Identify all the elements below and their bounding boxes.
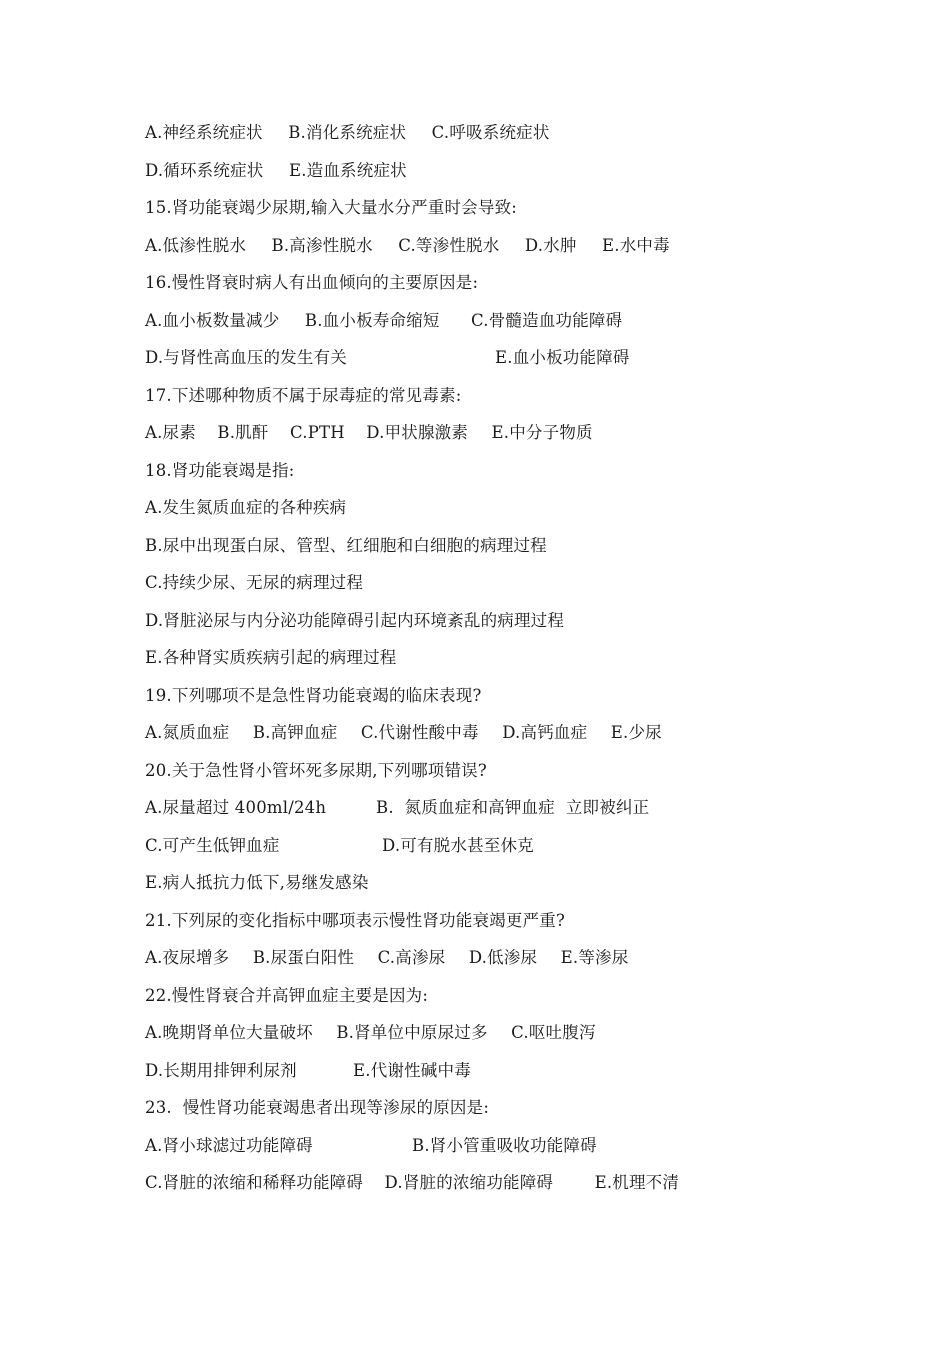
q21-options [145, 943, 865, 981]
q22-options-line-1 [145, 1018, 865, 1056]
q14-options-line-2 [145, 156, 865, 194]
q22-option-b: B.肾单位中原尿过多 [336, 1023, 488, 1042]
question-list [145, 118, 865, 1206]
q23-option-e: E.机理不清 [594, 1173, 680, 1192]
q15-option-c: C.等渗性脱水 [398, 235, 500, 255]
q22-option-a: A.晚期肾单位大量破坏 [145, 1023, 313, 1042]
q15-option-a: A.低渗性脱水 [145, 235, 247, 255]
q16-stem: 16.慢性肾衰时病人有出血倾向的主要原因是: [145, 273, 479, 292]
q23-option-c: C.肾脏的浓缩和稀释功能障碍 [145, 1173, 364, 1192]
q16-options-line-2 [145, 343, 865, 381]
q14-options-line-1 [145, 118, 865, 156]
q14-option-e: E.造血系统症状 [288, 160, 407, 180]
q17-options [145, 418, 865, 456]
q23-option-a: A.肾小球滤过功能障碍 [145, 1135, 313, 1155]
q20-option-d: D.可有脱水甚至休克 [382, 835, 534, 855]
q17-option-a: A.尿素 [145, 423, 196, 442]
q23-options-line-2 [145, 1168, 865, 1206]
q17-option-e: E.中分子物质 [491, 423, 593, 442]
q18-option-e: E.各种肾实质疾病引起的病理过程 [145, 648, 397, 667]
q21-option-c: C.高渗尿 [377, 948, 446, 967]
q22-option-e: E.代谢性碱中毒 [353, 1060, 471, 1080]
q14-option-d: D.循环系统症状 [145, 160, 264, 180]
q19-option-a: A.氮质血症 [145, 723, 230, 742]
q15-stem: 15.肾功能衰竭少尿期,输入大量水分严重时会导致: [145, 198, 518, 217]
q16-option-b: B.血小板寿命缩短 [304, 310, 440, 330]
q19-stem: 19.下列哪项不是急性肾功能衰竭的临床表现? [145, 685, 482, 705]
q14-option-b: B.消化系统症状 [288, 123, 407, 142]
q23-options-line-1 [145, 1131, 865, 1169]
q17-option-d: D.甲状腺激素 [366, 423, 469, 442]
q21-option-e: E.等渗尿 [560, 948, 629, 967]
q18-option-c: C.持续少尿、无尿的病理过程 [145, 573, 364, 592]
q14-option-c: C.呼吸系统症状 [431, 123, 550, 142]
q20-options-line-2 [145, 831, 865, 869]
q16-options-line-1 [145, 306, 865, 344]
q16-option-e: E.血小板功能障碍 [495, 348, 630, 367]
q21-stem: 21.下列尿的变化指标中哪项表示慢性肾功能衰竭更严重? [145, 910, 565, 930]
q19-option-b: B.高钾血症 [252, 723, 338, 742]
q23-option-b: B.肾小管重吸收功能障碍 [412, 1135, 597, 1155]
q17-option-c: C.PTH [290, 423, 345, 442]
q19-option-d: D.高钙血症 [502, 723, 588, 742]
q16-option-d: D.与肾性高血压的发生有关 [145, 348, 347, 367]
q19-option-c: C.代谢性酸中毒 [360, 723, 479, 742]
q20-option-b: B. 氮质血症和高钾血症 立即被纠正 [376, 798, 650, 817]
q20-options-line-1 [145, 793, 865, 831]
q22-stem: 22.慢性肾衰合并高钾血症主要是因为: [145, 985, 429, 1005]
q18-option-d: D.肾脏泌尿与内分泌功能障碍引起内环境紊乱的病理过程 [145, 610, 565, 630]
q21-option-b: B.尿蛋白阳性 [252, 948, 355, 967]
q23-option-d: D.肾脏的浓缩功能障碍 [384, 1173, 554, 1192]
q17-stem: 17.下述哪种物质不属于尿毒症的常见毒素: [145, 385, 462, 405]
q21-option-d: D.低渗尿 [468, 948, 538, 967]
q21-option-a: A.夜尿增多 [145, 948, 230, 967]
q23-stem: 23. 慢性肾功能衰竭患者出现等渗尿的原因是: [145, 1098, 490, 1117]
q15-option-e: E.水中毒 [602, 235, 670, 255]
q22-options-line-2 [145, 1056, 865, 1094]
q22-option-c: C.呕吐腹泻 [511, 1023, 596, 1042]
q19-options [145, 718, 865, 756]
q20-option-c: C.可产生低钾血症 [145, 835, 280, 855]
q18-stem: 18.肾功能衰竭是指: [145, 460, 295, 480]
q17-option-b: B.肌酐 [217, 423, 269, 442]
q15-options [145, 231, 865, 269]
q16-option-a: A.血小板数量减少 [145, 310, 280, 330]
q16-option-c: C.骨髓造血功能障碍 [471, 310, 623, 330]
q14-option-a: A.神经系统症状 [145, 123, 263, 142]
q15-option-b: B.高渗性脱水 [271, 235, 373, 255]
q15-option-d: D.水肿 [524, 235, 577, 255]
q20-option-e: E.病人抵抗力低下,易继发感染 [145, 873, 369, 892]
q18-option-b: B.尿中出现蛋白尿、管型、红细胞和白细胞的病理过程 [145, 535, 547, 555]
q18-option-a: A.发生氮质血症的各种疾病 [145, 498, 347, 517]
q20-stem: 20.关于急性肾小管坏死多尿期,下列哪项错误? [145, 760, 487, 780]
q20-option-a: A.尿量超过 400ml/24h [145, 798, 327, 817]
q22-option-d: D.长期用排钾利尿剂 [145, 1060, 297, 1080]
q19-option-e: E.少尿 [610, 723, 662, 742]
